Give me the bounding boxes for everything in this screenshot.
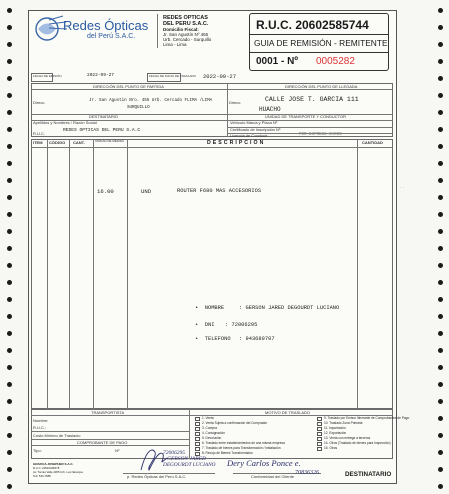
feed-hole (438, 382, 443, 387)
vehicle-label: Vehículo Marca y Placa Nº (230, 120, 278, 125)
transfer-date-value: 2022-09-27 (203, 73, 237, 80)
payment-type-label: Tipo: (33, 448, 42, 453)
license-value: POR EXPRESS CARGO (299, 133, 342, 137)
feed-hole (438, 76, 443, 81)
printer-ruc: R.U.C. 20510048478 (33, 466, 60, 470)
origin-district: SURQUILLO (127, 106, 150, 110)
reason-label: 9. Traslado por Emisor Itinerante de Comprobantes de Pago (324, 416, 410, 420)
feed-hole (438, 212, 443, 217)
handwritten-surname: DEGOURDT LUCIANO (163, 462, 216, 468)
col-description: D E S C R I P C I Ó N (207, 139, 264, 146)
transport-unit-title: UNIDAD DE TRANSPORTE Y CONDUCTOR (265, 114, 346, 119)
remitter-caption: p. Redes Ópticas del Perú S.A.C. (127, 474, 187, 479)
feed-hole (7, 93, 12, 98)
reason-checkbox[interactable] (317, 427, 322, 431)
recipient-ruc-value: REDES OPTICAS DEL PERU S.A.C (63, 128, 141, 133)
company-name-2: DEL PERU S.A.C. (163, 21, 209, 27)
reason-label: 8. Recojo de Bienes Transformados (202, 451, 253, 455)
col-code: CÓDIGO (49, 140, 66, 145)
feed-hole (438, 229, 443, 234)
feed-hole (438, 127, 443, 132)
right-feed-strip (431, 0, 449, 494)
dest-district: HUACHO (259, 106, 281, 113)
recipient-ruc-label: R.U.C. (33, 131, 45, 136)
reason-checkbox[interactable] (317, 437, 322, 441)
payment-title: COMPROBANTE DE PAGO (77, 439, 128, 445)
reason-label: 12. Exportación (324, 431, 347, 435)
address-line-2: Urb. Cercado - Surquillo (163, 37, 212, 42)
receiver-dni-label: • DNI (195, 322, 215, 328)
left-feed-strip (0, 0, 18, 494)
min-cost-label: Costo Mínimo de Traslado: (33, 433, 81, 438)
feed-hole (7, 144, 12, 149)
printer-name: GRAFICA JOSEPHER S.A.C. (33, 462, 74, 466)
row-description: ROUTER F680 MAS ACCESORIOS (177, 188, 262, 194)
client-signature: Dery Carlos Ponce e. (227, 458, 301, 468)
feed-hole (438, 144, 443, 149)
address-line-3: Lima - Lima (163, 42, 187, 47)
row-qty: 16.00 (97, 188, 114, 195)
reason-checkbox[interactable] (195, 422, 200, 426)
feed-hole (438, 280, 443, 285)
reason-checkbox[interactable] (195, 437, 200, 441)
feed-hole (7, 178, 12, 183)
feed-hole (7, 42, 12, 47)
feed-hole (438, 399, 443, 404)
transfer-date-label: FECHA DE INICIO DE TRASLADO (149, 74, 196, 78)
col-unit: UNIDAD DE MEDIDA (95, 139, 125, 143)
feed-hole (7, 314, 12, 319)
reason-label: 6. Traslado entre establecimientos de una misma empresa (202, 441, 285, 445)
reason-checkbox[interactable] (195, 432, 200, 436)
handwritten-name: GERSON JARED (167, 456, 206, 462)
feed-hole (7, 467, 12, 472)
reason-label: 4. Consignación (202, 431, 225, 435)
feed-hole (7, 280, 12, 285)
feed-hole (7, 382, 12, 387)
feed-hole (7, 8, 12, 13)
reason-label: 11. Importación (324, 426, 346, 430)
feed-hole (7, 229, 12, 234)
feed-hole (7, 195, 12, 200)
feed-hole (438, 331, 443, 336)
origin-title: DIRECCIÓN DEL PUNTO DE PARTIDA (93, 83, 164, 89)
recipient-title: DESTINATARIO (89, 114, 118, 119)
feed-hole (438, 42, 443, 47)
client-dni-handwritten: 70836326 (295, 470, 319, 476)
document-type: GUIA DE REMISIÓN - REMITENTE (254, 38, 388, 48)
feed-hole (7, 348, 12, 353)
recipient-name-label: Apellidos y Nombres / Razón Social (33, 120, 97, 125)
license-label: Licencia de Conducir (230, 133, 268, 138)
feed-hole (7, 161, 12, 166)
reason-checkbox[interactable] (195, 427, 200, 431)
receiver-phone-value: : 943689707 (239, 336, 275, 342)
reason-checkbox[interactable] (317, 422, 322, 426)
feed-hole (438, 297, 443, 302)
margin-mark: ˙ ˙ (400, 187, 405, 193)
certificate-label: Certificado de Inscripción Nº (230, 127, 281, 132)
feed-hole (7, 59, 12, 64)
carrier-name-label: Nombre: (33, 418, 49, 423)
carrier-ruc-label: R.U.C.: (33, 425, 47, 430)
feed-hole (438, 93, 443, 98)
reason-label: 10. Traslado Zona Primaria (324, 421, 363, 425)
client-caption: Conformidad del Cliente (251, 474, 294, 479)
feed-hole (7, 450, 12, 455)
receiver-name-value: : GERSON JARED DEGOURDT LUCIANO (239, 305, 340, 311)
carrier-title: TRANSPORTISTA (91, 409, 125, 415)
reason-label: 3. Compra (202, 426, 217, 430)
destination-title: DIRECCIÓN DEL PUNTO DE LLEGADA (285, 83, 358, 89)
feed-hole (7, 127, 12, 132)
feed-hole (7, 433, 12, 438)
printer-phone: Telf. 533-7588 (33, 474, 51, 478)
feed-hole (438, 348, 443, 353)
feed-hole (438, 263, 443, 268)
feed-hole (7, 246, 12, 251)
logo-wordmark: Redes Ópticas (63, 18, 149, 33)
feed-hole (7, 263, 12, 268)
ruc-number: R.U.C. 20602585744 (256, 18, 369, 32)
feed-hole (7, 212, 12, 217)
origin-address-value: Jr. San Agustin Nro. 455 Urb. Cercado FLIMA /LIMA (89, 99, 213, 103)
feed-hole (438, 110, 443, 115)
feed-hole (438, 195, 443, 200)
reason-checkbox[interactable] (317, 442, 322, 446)
receiver-phone-label: • TELEFONO (195, 336, 231, 342)
reason-checkbox[interactable] (195, 447, 200, 451)
payment-number-label: Nº (115, 448, 120, 453)
series-label: 0001 - Nº (256, 56, 299, 67)
dest-address-value: CALLE JOSE T. GARCIA 111 (265, 96, 359, 103)
handwritten-dni: 72006295 (163, 450, 185, 456)
emission-date-label: FECHA DE EMISIÓN (33, 74, 62, 78)
feed-hole (438, 484, 443, 489)
reason-label: 2. Venta Sujeta a confirmación del Comprador (202, 421, 268, 425)
reason-label: 5. Devolución (202, 436, 222, 440)
reason-checkbox[interactable] (195, 442, 200, 446)
dest-address-label: Direcc. (229, 100, 242, 105)
feed-hole (438, 416, 443, 421)
reason-label: 13. Venta con entrega a terceros (324, 436, 371, 440)
feed-hole (7, 365, 12, 370)
reason-checkbox[interactable] (195, 417, 200, 421)
feed-hole (7, 76, 12, 81)
feed-hole (438, 161, 443, 166)
items-table (31, 139, 393, 409)
feed-hole (7, 331, 12, 336)
reason-label: 15. Otros (324, 446, 338, 450)
feed-hole (438, 450, 443, 455)
reason-label: 1. Venta (202, 416, 214, 420)
feed-hole (7, 297, 12, 302)
row-unit: UND (141, 188, 152, 195)
feed-hole (438, 314, 443, 319)
company-name-1: REDES OPTICAS (163, 15, 208, 21)
feed-hole (7, 484, 12, 489)
reason-checkbox[interactable] (317, 417, 322, 421)
printer-address: Av. Tomás Valle 4455 Urb. Los Naranjos (33, 470, 83, 474)
receiver-dni-value: : 72006295 (225, 322, 258, 328)
feed-hole (7, 416, 12, 421)
origin-address-label: Direcc. (33, 100, 46, 105)
feed-hole (7, 399, 12, 404)
feed-hole (7, 25, 12, 30)
receiver-name-label: • NOMBRE (195, 305, 225, 311)
remission-guide-form (28, 10, 410, 484)
feed-hole (438, 467, 443, 472)
logo-subtitle: del Perú S.A.C. (87, 33, 136, 40)
address-line-1: Jr. San Agustín Nº 455 (163, 32, 209, 37)
reason-label: 7. Traslado de bienes para Transformación / Instalación (202, 446, 281, 450)
col-item: ITEM (33, 140, 43, 145)
emission-date-value: 2022-09-27 (87, 73, 115, 78)
reasons-title: MOTIVO DE TRASLADO (265, 409, 311, 415)
ruc-box (249, 13, 389, 71)
feed-hole (438, 178, 443, 183)
feed-hole (438, 25, 443, 30)
feed-hole (438, 433, 443, 438)
feed-hole (438, 8, 443, 13)
feed-hole (438, 59, 443, 64)
feed-hole (438, 365, 443, 370)
reason-checkbox[interactable] (317, 432, 322, 436)
reason-checkbox[interactable] (317, 447, 322, 451)
col-qty: CANT. (73, 140, 85, 145)
col-amount: CANTIDAD (362, 140, 383, 145)
reason-label: 14. Otros (Traslado de bienes para Inspección) (324, 441, 391, 445)
address-label: Domicilio Fiscal: (163, 27, 199, 32)
document-number: 0005282 (316, 56, 355, 67)
feed-hole (7, 110, 12, 115)
feed-hole (438, 246, 443, 251)
copy-label: DESTINATARIO (345, 471, 392, 478)
